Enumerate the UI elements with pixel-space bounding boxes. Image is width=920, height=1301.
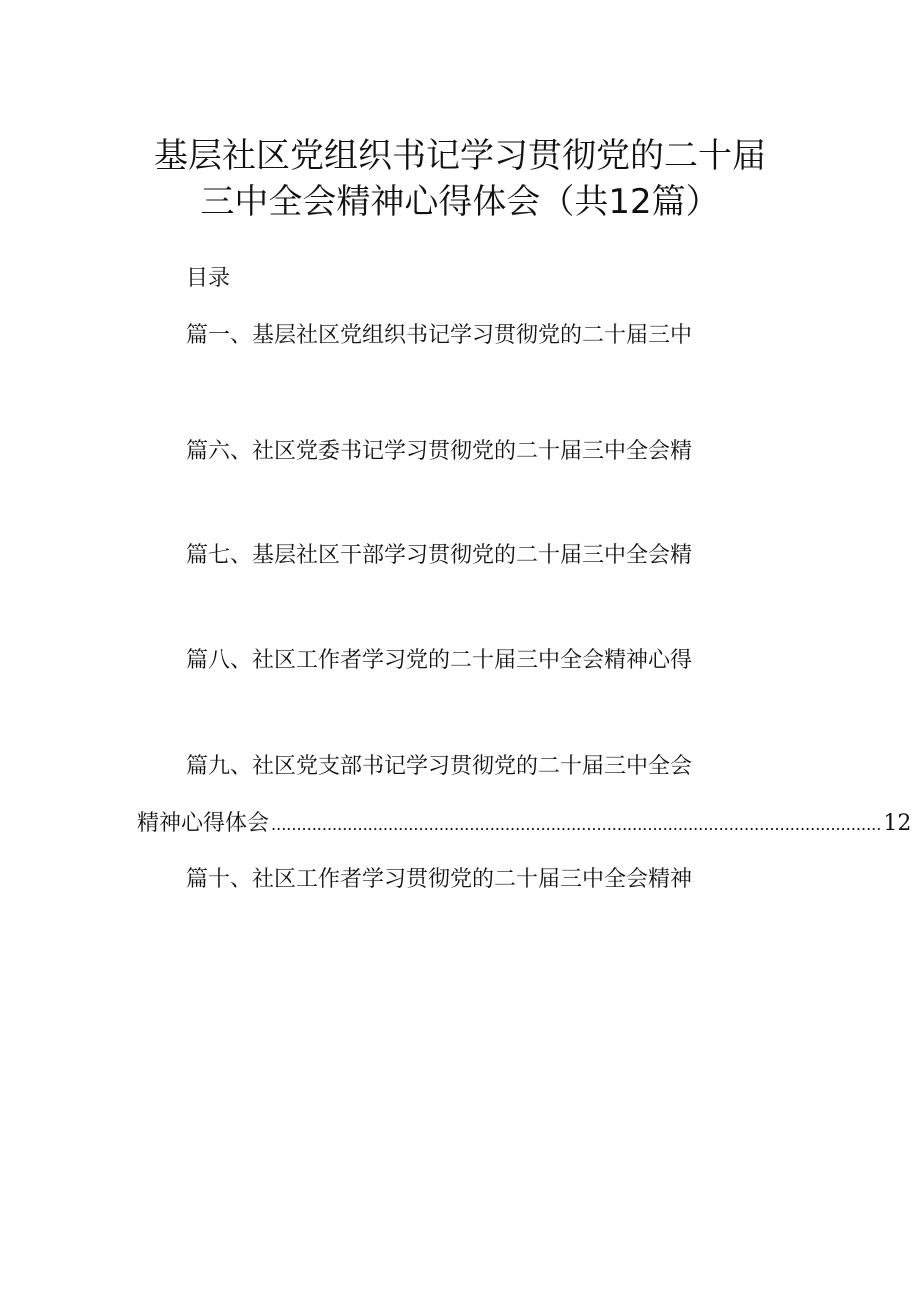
toc-entry-continuation-text: 精神心得体会 (137, 811, 270, 836)
toc-dot-leader: ........................................................................................................................ (271, 815, 882, 834)
toc-entry[interactable]: 篇一、基层社区党组织书记学习贯彻党的二十届三中 (186, 323, 693, 348)
toc-entry-continuation[interactable] (137, 809, 912, 840)
document-title-line-1: 基层社区党组织书记学习贯彻党的二十届 (154, 136, 766, 176)
toc-entry[interactable]: 篇九、社区党支部书记学习贯彻党的二十届三中全会 (186, 754, 693, 779)
toc-entry[interactable]: 篇十、社区工作者学习贯彻党的二十届三中全会精神 (186, 867, 693, 892)
toc-heading: 目录 (186, 266, 231, 291)
document-title-line-2: 三中全会精神心得体会（共12篇） (200, 182, 720, 222)
toc-entry[interactable]: 篇七、基层社区干部学习贯彻党的二十届三中全会精 (186, 543, 693, 568)
toc-page-number: 12 (883, 811, 912, 836)
toc-entry[interactable]: 篇六、社区党委书记学习贯彻党的二十届三中全会精 (186, 439, 693, 464)
toc-entry[interactable]: 篇八、社区工作者学习党的二十届三中全会精神心得 (186, 648, 693, 673)
